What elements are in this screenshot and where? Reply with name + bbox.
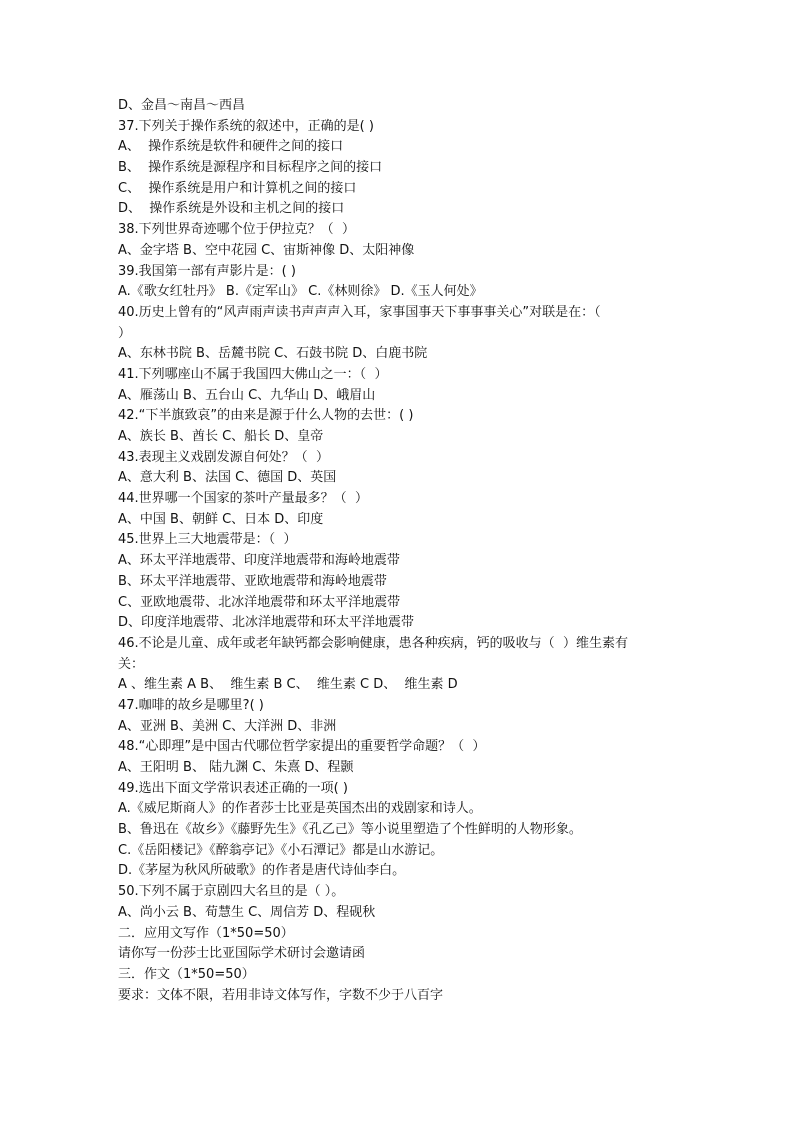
options-43: A、意大利 B、法国 C、德国 D、英国 [118, 470, 337, 486]
option-line-d: D、金昌～南昌～西昌 [118, 98, 246, 113]
options-46: A 、维生素 A B、 维生素 B C、 维生素 C D、 维生素 D [118, 677, 458, 693]
question-49: 49.选出下面文学常识表述正确的一项( ) [118, 780, 348, 796]
option-line-b: B、 操作系统是源程序和目标程序之间的接口 [118, 160, 383, 176]
options-41: A、雁荡山 B、五台山 C、九华山 D、峨眉山 [118, 387, 376, 403]
question-48: 48.“心即理”是中国古代哪位哲学家提出的重要哲学命题？（ ） [118, 739, 486, 755]
option-line-b: B、鲁迅在《故乡》《藤野先生》《孔乙己》等小说里塑造了个性鲜明的人物形象。 [118, 822, 582, 838]
question-47: 47.咖啡的故乡是哪里?( ) [118, 697, 264, 713]
option-line-b: B、环太平洋地震带、亚欧地震带和海岭地震带 [118, 573, 387, 589]
options-47: A、亚洲 B、美洲 C、大洋洲 D、非洲 [118, 718, 337, 734]
question-45: 45.世界上三大地震带是：（ ） [118, 532, 297, 548]
question-44: 44.世界哪一个国家的茶叶产量最多？（ ） [118, 491, 368, 507]
writing-prompt: 请你写一份莎士比亚国际学术研讨会邀请函 [118, 946, 366, 962]
question-50: 50.下列不属于京剧四大名旦的是（ ）。 [118, 884, 345, 900]
section-heading-2: 二．应用文写作（1*50=50） [118, 925, 294, 941]
essay-requirement: 要求：文体不限，若用非诗文体写作，字数不少于八百字 [118, 987, 444, 1003]
question-38: 38.下列世界奇迹哪个位于伊拉克？（ ） [118, 222, 355, 238]
option-line-d: D、印度洋地震带、北冰洋地震带和环太平洋地震带 [118, 615, 415, 631]
question-37: 37.下列关于操作系统的叙述中，正确的是( ) [118, 118, 374, 134]
question-40-continued: ） [118, 325, 132, 341]
options-38: A、金字塔 B、空中花园 C、宙斯神像 D、太阳神像 [118, 242, 415, 258]
option-line-a: A、 操作系统是软件和硬件之间的接口 [118, 139, 344, 155]
question-46-continued: 关： [118, 656, 145, 672]
question-40: 40.历史上曾有的“风声雨声读书声声声入耳，家事国事天下事事事关心”对联是在：（ [118, 304, 601, 320]
section-heading-3: 三．作文（1*50=50） [118, 966, 255, 982]
options-44: A、中国 B、朝鲜 C、日本 D、印度 [118, 511, 324, 527]
option-line-c: C.《岳阳楼记》《醉翁亭记》《小石潭记》都是山水游记。 [118, 842, 444, 858]
question-46: 46.不论是儿童、成年或老年缺钙都会影响健康，患各种疾病，钙的吸收与（ ）维生素有 [118, 635, 628, 651]
question-43: 43.表现主义戏剧发源自何处？（ ） [118, 449, 329, 465]
document-body [118, 96, 678, 1006]
question-41: 41.下列哪座山不属于我国四大佛山之一：（ ） [118, 366, 388, 382]
options-39: A.《歌女红牡丹》 B.《定军山》 C.《林则徐》 D.《玉人何处》 [118, 284, 483, 300]
options-48: A、王阳明 B、 陆九渊 C、朱熹 D、程颢 [118, 760, 354, 775]
option-line-a: A、环太平洋地震带、印度洋地震带和海岭地震带 [118, 553, 400, 569]
option-line-c: C、亚欧地震带、北冰洋地震带和环太平洋地震带 [118, 594, 401, 610]
options-50: A、尚小云 B、荀慧生 C、周信芳 D、程砚秋 [118, 904, 376, 920]
option-line-a: A.《威尼斯商人》的作者莎士比亚是英国杰出的戏剧家和诗人。 [118, 801, 482, 817]
options-42: A、族长 B、酋长 C、船长 D、皇帝 [118, 429, 324, 444]
question-42: 42.“下半旗致哀”的由来是源于什么人物的去世：( ) [118, 408, 414, 424]
question-39: 39.我国第一部有声影片是：( ) [118, 263, 296, 279]
option-line-d: D、 操作系统是外设和主机之间的接口 [118, 201, 345, 217]
option-line-d: D.《茅屋为秋风所破歌》的作者是唐代诗仙李白。 [118, 863, 406, 879]
options-40: A、东林书院 B、岳麓书院 C、石鼓书院 D、白鹿书院 [118, 346, 428, 362]
option-line-c: C、 操作系统是用户和计算机之间的接口 [118, 180, 357, 196]
